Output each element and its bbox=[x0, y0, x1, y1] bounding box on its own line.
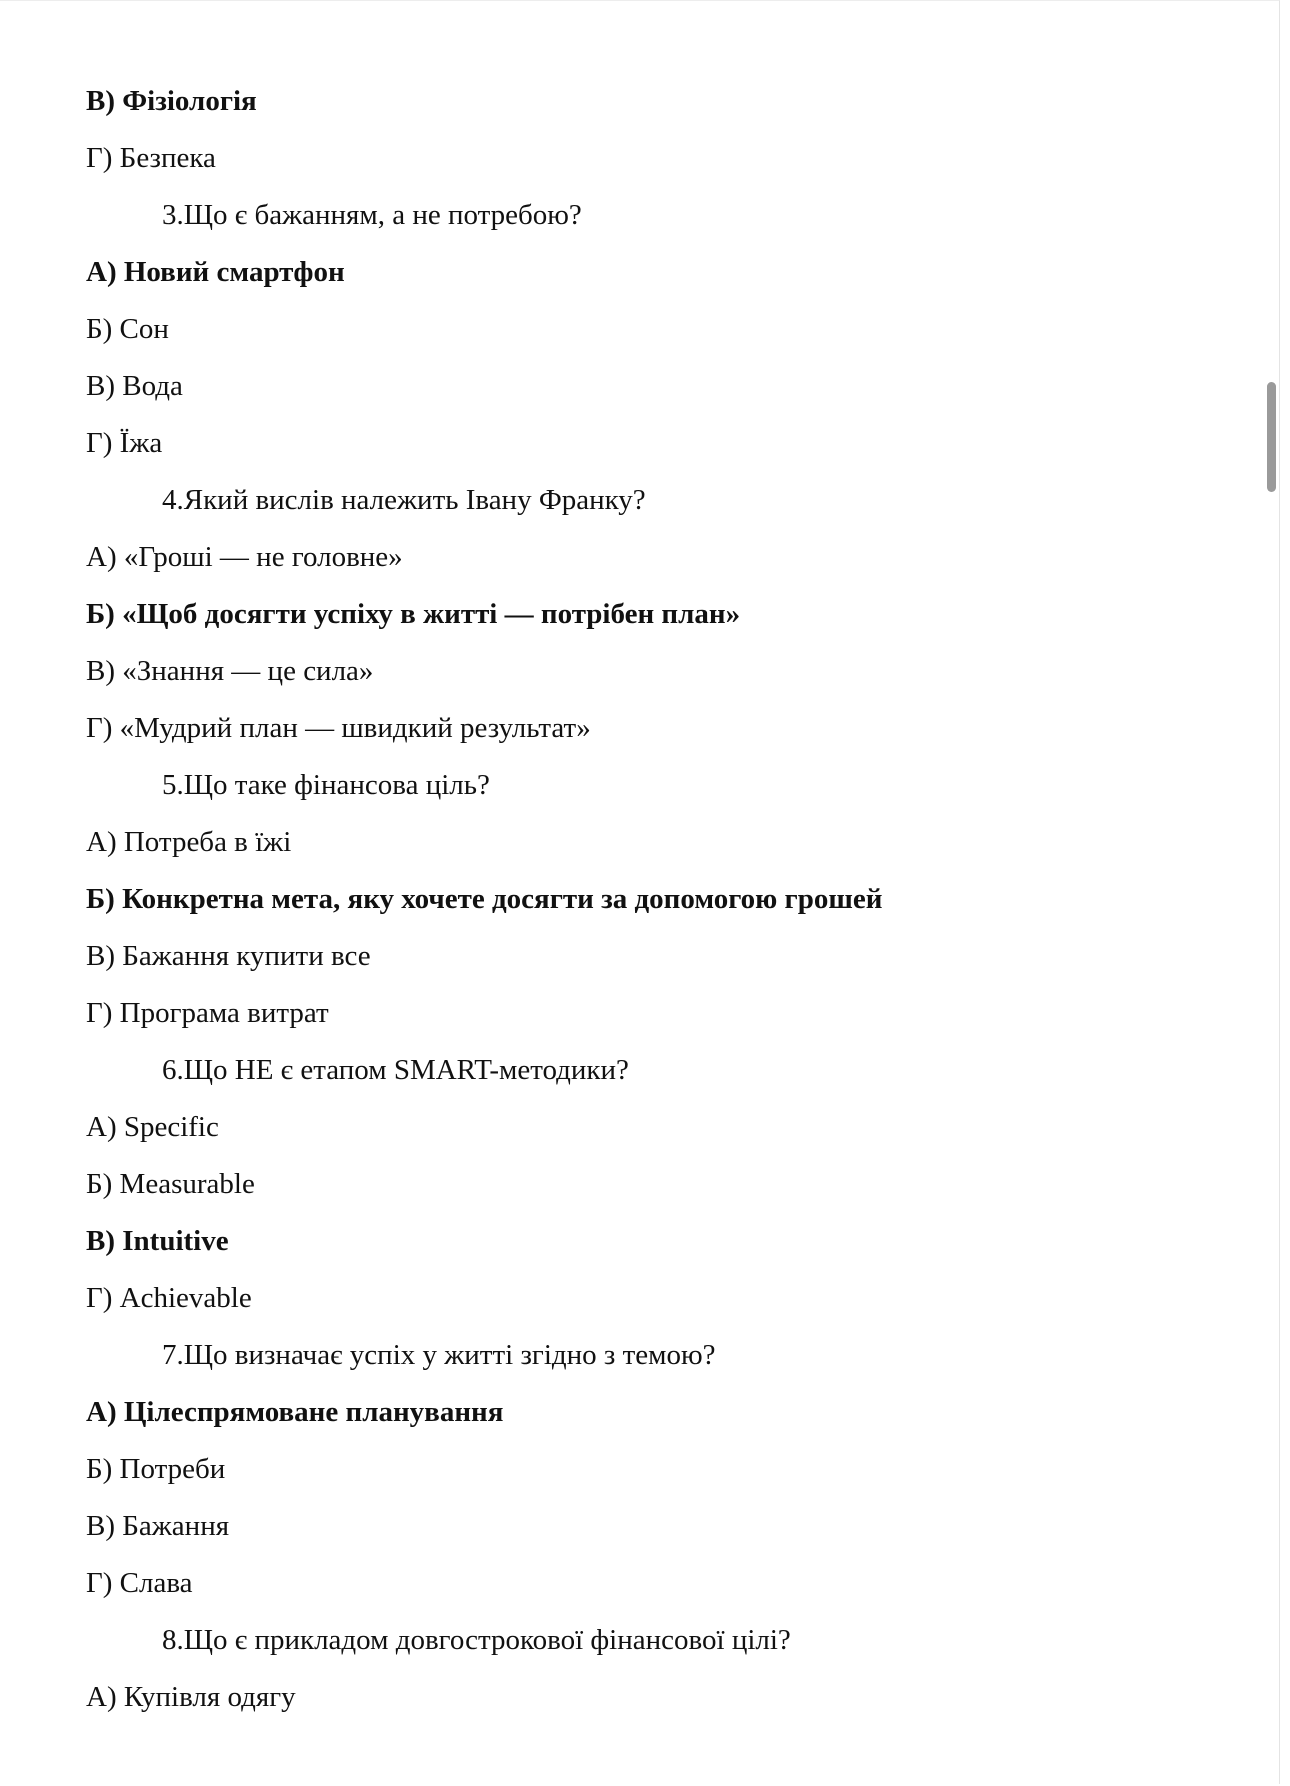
question-text: 8.Що є прикладом довгострокової фінансової цілі? bbox=[162, 1624, 791, 1656]
question-text: 7.Що визначає успіх у житті згідно з темою? bbox=[162, 1339, 716, 1371]
scrollbar-track[interactable] bbox=[1266, 0, 1278, 1786]
answer-option: Б) Сон bbox=[86, 313, 169, 345]
answer-option: Г) «Мудрий план — швидкий результат» bbox=[86, 712, 591, 744]
answer-option-correct: А) Новий смартфон bbox=[86, 256, 345, 288]
answer-option: А) Купівля одягу bbox=[86, 1681, 296, 1713]
answer-option: Б) Потреби bbox=[86, 1453, 226, 1485]
answer-option: В) Бажання bbox=[86, 1510, 230, 1542]
answer-option-correct: В) Фізіологія bbox=[86, 85, 257, 117]
answer-option: Г) Слава bbox=[86, 1567, 193, 1599]
answer-option: Г) Achievable bbox=[86, 1282, 252, 1314]
question-text: 5.Що таке фінансова ціль? bbox=[162, 769, 490, 801]
answer-option: Г) Безпека bbox=[86, 142, 216, 174]
answer-option-correct: Б) Конкретна мета, яку хочете досягти за допомогою грошей bbox=[86, 883, 883, 915]
question-text: 3.Що є бажанням, а не потребою? bbox=[162, 199, 582, 231]
answer-option: В) «Знання — це сила» bbox=[86, 655, 374, 687]
document-content bbox=[86, 73, 1236, 1726]
answer-option: А) Specific bbox=[86, 1111, 219, 1143]
answer-option: В) Вода bbox=[86, 370, 183, 402]
answer-option-correct: Б) «Щоб досягти успіху в житті — потрібен план» bbox=[86, 598, 741, 630]
scrollbar-thumb[interactable] bbox=[1267, 382, 1276, 492]
answer-option: Г) Їжа bbox=[86, 427, 163, 459]
answer-option: В) Бажання купити все bbox=[86, 940, 371, 972]
answer-option-correct: А) Цілеспрямоване планування bbox=[86, 1396, 504, 1428]
answer-option: Б) Measurable bbox=[86, 1168, 255, 1200]
answer-option: А) Потреба в їжі bbox=[86, 826, 292, 858]
answer-option: Г) Програма витрат bbox=[86, 997, 329, 1029]
question-text: 4.Який вислів належить Івану Франку? bbox=[162, 484, 646, 516]
question-text: 6.Що НЕ є етапом SMART-методики? bbox=[162, 1054, 629, 1086]
answer-option-correct: В) Intuitive bbox=[86, 1225, 229, 1257]
answer-option: А) «Гроші — не головне» bbox=[86, 541, 403, 573]
